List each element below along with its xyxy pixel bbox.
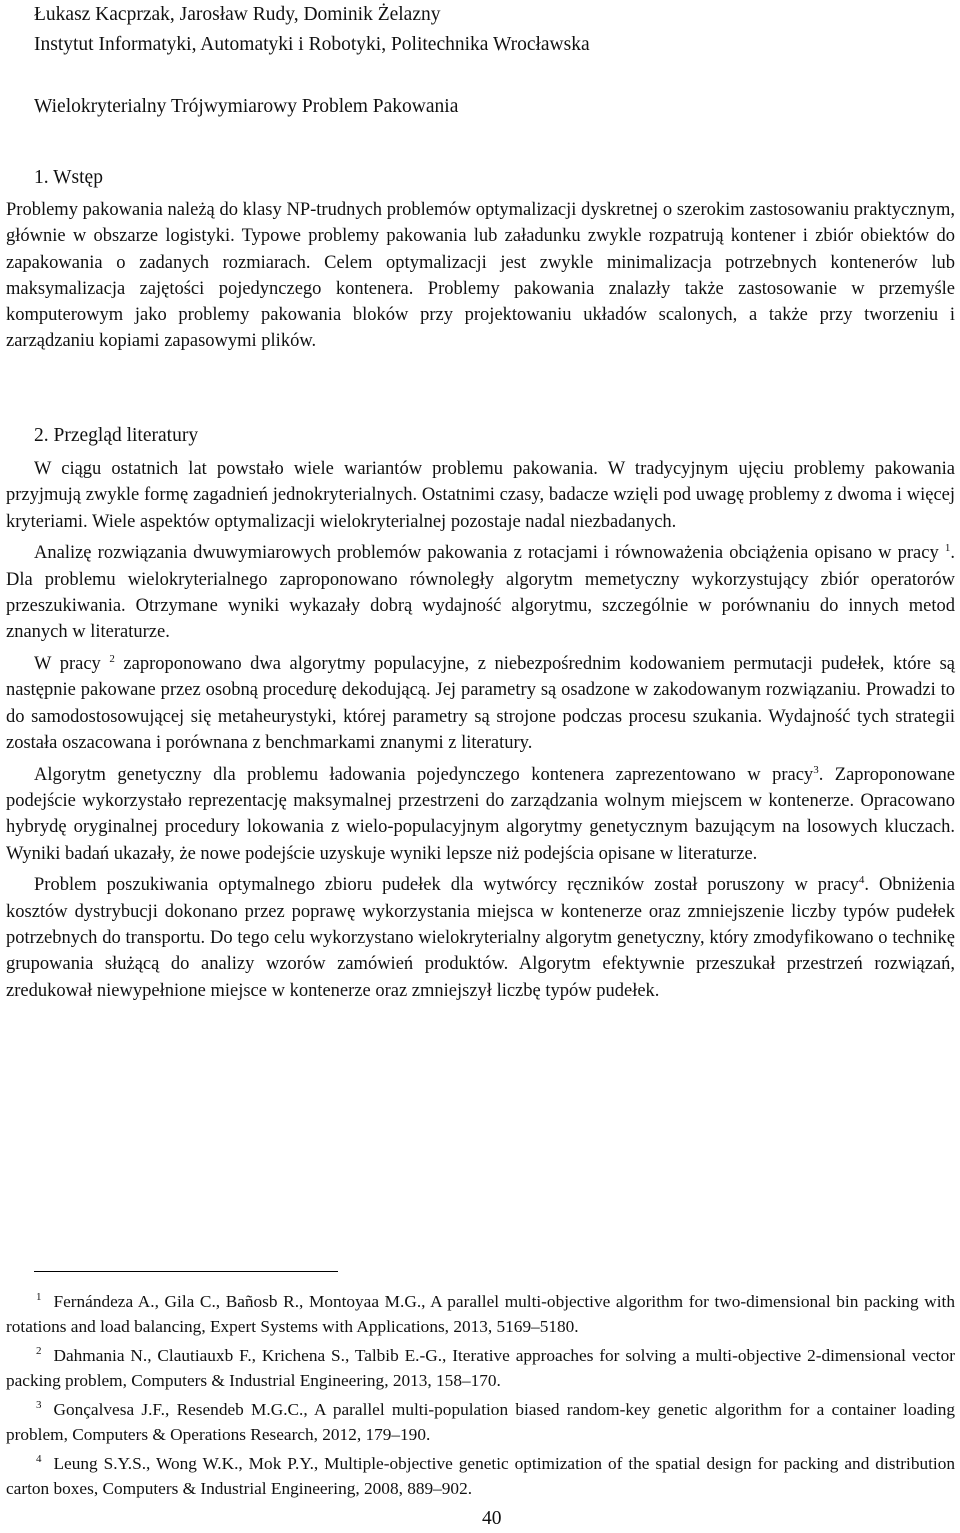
footnote-number: 2 (36, 1345, 42, 1357)
footnotes (6, 1289, 955, 1505)
paragraph: Problemy pakowania należą do klasy NP-trudnych problemów optymalizacji dyskretnej o szerokim zastosowaniu praktycznym, głównie w obszarze logistyki. Typowe problemy pakowania lub załadunku zwykle rozpatrują kontener i zbiór obiektów do zapakowania o zadanych rozmiarach. Celem optymalizacji jest zwykle minimalizacja potrzebnych kontenerów lub maksymalizacja zajętości pojedynczego kontenera. Problemy pakowania znalazły także zastosowanie w przemyśle komputerowym jako problemy pakowania bloków przy projektowaniu układów scalonych, a także przy tworzeniu i zarządzaniu kopiami zapasowymi plików. (6, 200, 955, 352)
footnote-number: 3 (36, 1399, 42, 1411)
footnote-number: 1 (36, 1291, 42, 1303)
header (34, 0, 590, 60)
paragraph: W ciągu ostatnich lat powstało wiele wariantów problemu pakowania. W tradycyjnym ujęciu problemy pakowania przyjmują zwykle formę zagadnień jednokryterialnych. Ostatnimi czasy, badacze wzięli pod uwagę problemy z dwoma i więcej kryteriami. Wiele aspektów optymalizacji wielokryterialnej pozostaje nadal niezbadanych. (6, 459, 955, 532)
footnote-marker[interactable]: 1 (944, 542, 951, 555)
page-number: 40 (482, 1508, 502, 1529)
footnote-number: 4 (36, 1453, 42, 1465)
paragraph: Problem poszukiwania optymalnego zbioru pudełek dla wytwórcy ręczników został poruszony w pracy$^4$. Obniżenia kosztów dystrybucji dokonano przez poprawę wykorzystania miejsca w kontenerze oraz zmniejszenie liczby typów pudełek potrzebnych do transportu. Do tego celu wykorzystano wielokryterialny algorytm genetyczny, który zmodyfikowano o technikę grupowania służącą do analizy wzorów zamówień produktów. Algorytm efektywnie przeszukał przestrzeń rozwiązań, zredukował niewypełnione miejsce w kontenerze oraz zmniejszył liczbę typów pudełek. (6, 874, 955, 1001)
footnote-1: $^1$ Fernándeza A., Gila C., Bañosb R., Montoyaa M.G., A parallel multi-objective algorithm for two-dimensional bin packing with rotations and load balancing, Expert Systems with Applications, 2013, 5169–5180. (6, 1291, 955, 1336)
affiliation: Instytut Informatyki, Automatyki i Robotyki, Politechnika Wrocławska (34, 34, 590, 55)
footnote-3: $^3$ Gonçalvesa J.F., Resendeb M.G.C., A parallel multi-population biased random-key genetic algorithm for a container loading problem, Computers & Operations Research, 2012, 179–190. (6, 1399, 955, 1444)
paper-title: Wielokryterialny Trójwymiarowy Problem Pakowania (34, 96, 459, 117)
footnote-marker[interactable]: 3 (813, 763, 819, 776)
footnote-separator (34, 1271, 338, 1272)
footnote-4: $^4$ Leung S.Y.S., Wong W.K., Mok P.Y., Multiple-objective genetic optimization of the spatial design for packing and distribution carton boxes, Computers & Industrial Engineering, 2008, 889–902. (6, 1453, 955, 1498)
authors: Łukasz Kacprzak, Jarosław Rudy, Dominik Żelazny (34, 4, 441, 25)
section-body-literature (6, 456, 955, 1009)
section-heading-introduction: 1. Wstęp (34, 167, 103, 188)
paragraph: W pracy $^2$ zaproponowano dwa algorytmy populacyjne, z niebezpośrednim kodowaniem permutacji pudełek, które są następnie pakowane przez osobną procedurę dekodującą. Jej parametry są osadzone w zakodowanym rozwiązaniu. Prowadzi to do samodostosowującej się metaheurystyki, której parametry są strojone podczas procesu szukania. Wydajność tych strategii została oszacowana i porównana z benchmarkami znanymi z literatury. (6, 653, 955, 753)
paragraph: Algorytm genetyczny dla problemu ładowania pojedynczego kontenera zaprezentowano w pracy$^3$. Zaproponowane podejście wykorzystało reprezentację maksymalnej przestrzeni do zarządzania wolnym miejscem w kontenerze. Opracowano hybrydę oryginalnej procedury lokowania z wielo-populacyjnym algorytmy genetycznym bazującym na losowych kluczach. Wyniki badań ukazały, że nowe podejście uzyskuje wyniki lepsze niż podejścia opisane w literaturze. (6, 763, 955, 864)
footnote-marker[interactable]: 4 (858, 874, 865, 887)
section-heading-literature: 2. Przegląd literatury (34, 425, 199, 446)
paragraph: Analizę rozwiązania dwuwymiarowych problemów pakowania z rotacjami i równoważenia obciążenia opisano w pracy $^1$. Dla problemu wielokryterialnego zaproponowano równoległy algorytm memetyczny wykorzystujący zbiór operatorów przeszukiwania. Otrzymane wyniki wykazały dobrą wydajność algorytmu, szczególnie w porównaniu do innych metod znanych w literaturze. (6, 542, 955, 643)
section-body-introduction (6, 197, 955, 360)
footnote-2: $^2$ Dahmania N., Clautiauxb F., Krichena S., Talbib E.-G., Iterative approaches for solving a multi-objective 2-dimensional vector packing problem, Computers & Industrial Engineering, 2013, 158–170. (6, 1345, 955, 1390)
footnote-marker[interactable]: 2 (109, 653, 115, 666)
